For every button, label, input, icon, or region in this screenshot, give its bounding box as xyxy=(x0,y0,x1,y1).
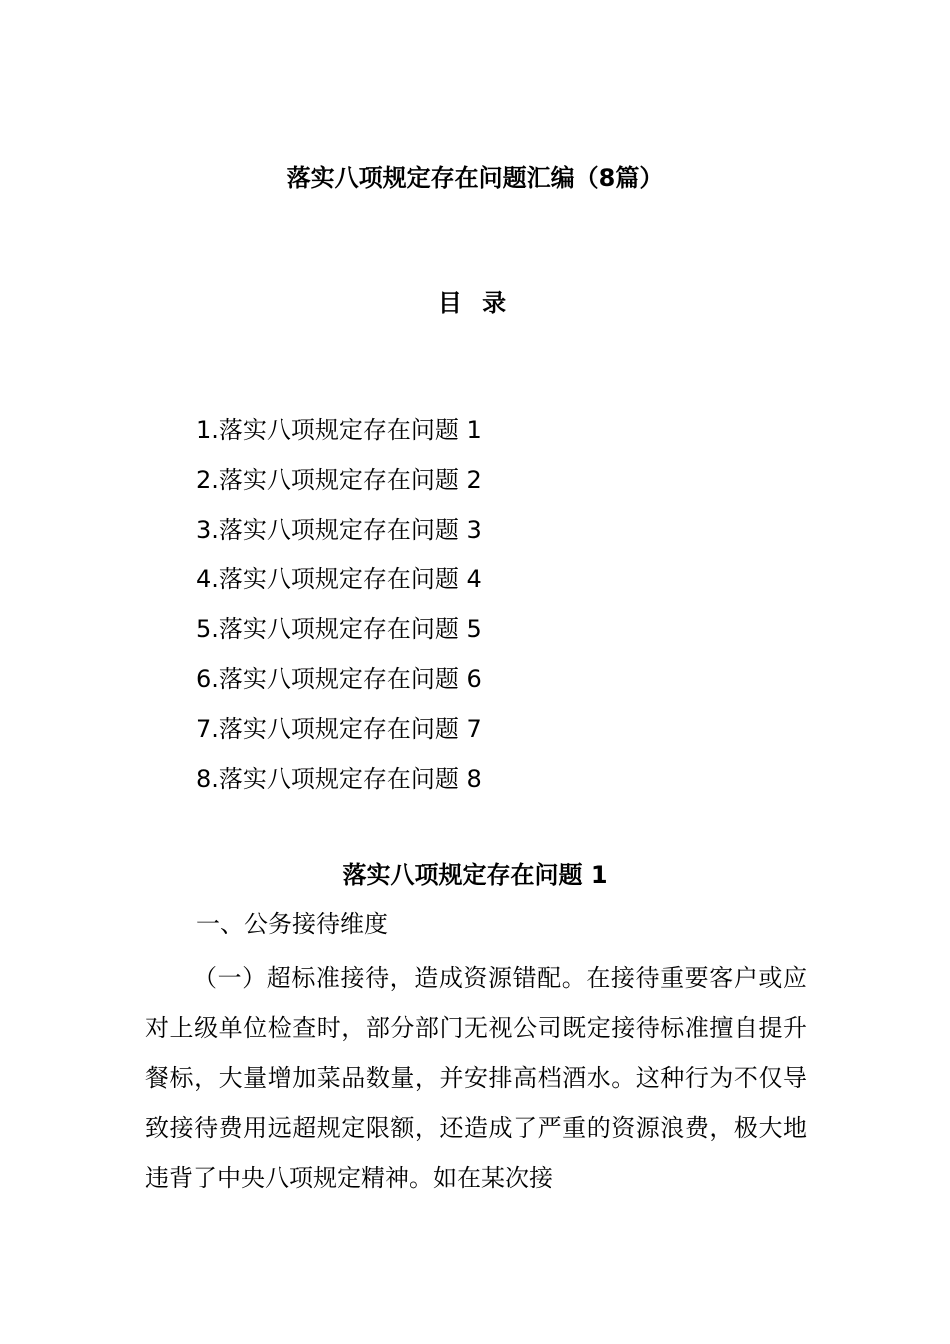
toc-item[interactable]: 4.落实八项规定存在问题 4 xyxy=(196,565,482,594)
document-title: 落实八项规定存在问题汇编（8篇） xyxy=(286,164,664,192)
toc-item[interactable]: 2.落实八项规定存在问题 2 xyxy=(196,465,482,494)
toc-item[interactable]: 1.落实八项规定存在问题 1 xyxy=(196,416,482,444)
toc-item[interactable]: 7.落实八项规定存在问题 7 xyxy=(196,714,482,743)
sub-heading: 一、公务接待维度 xyxy=(196,910,388,938)
toc-item[interactable]: 5.落实八项规定存在问题 5 xyxy=(196,615,482,644)
body-paragraph: （一）超标准接待，造成资源错配。在接待重要客户或应对上级单位检查时，部分部门无视公司既定接待标准擅自提升餐标，大量增加菜品数量，并安排高档酒水。这种行为不仅导致接待费用远超规定限额，还造成了严重的资源浪费，极大地违背了中央八项规定精神。如在某次接 xyxy=(145,964,807,1192)
toc-item[interactable]: 3.落实八项规定存在问题 3 xyxy=(196,515,482,544)
toc-heading: 目 录 xyxy=(437,289,513,317)
toc-item[interactable]: 6.落实八项规定存在问题 6 xyxy=(196,664,482,693)
section-title: 落实八项规定存在问题 1 xyxy=(342,861,608,889)
toc-list xyxy=(196,406,482,804)
toc-item[interactable]: 8.落实八项规定存在问题 8 xyxy=(196,764,482,793)
